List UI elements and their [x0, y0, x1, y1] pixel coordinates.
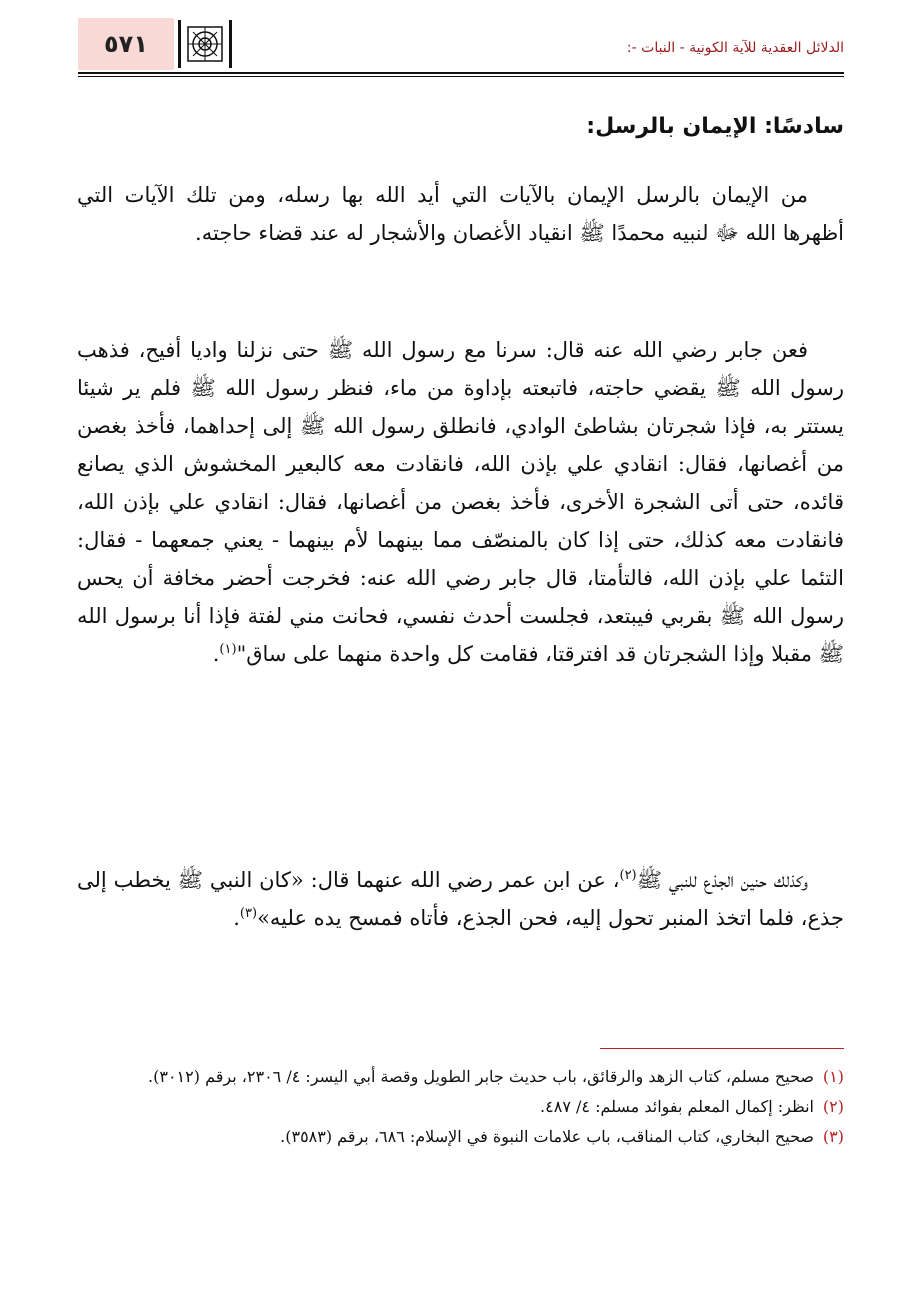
paragraph-2-end: . — [212, 642, 220, 666]
header-rule — [78, 72, 844, 74]
footnote — [77, 1122, 844, 1152]
page-header — [78, 18, 844, 70]
footnote-ref-2: (٢) — [619, 868, 637, 883]
footnote-separator — [600, 1048, 844, 1049]
footnote-number: (٣) — [822, 1127, 844, 1146]
ornament-icon — [178, 20, 232, 68]
footnotes — [77, 1062, 844, 1152]
paragraph-3-cont: ، عن ابن عمر رضي الله عنهما قال: «كان النبي ﷺ يخطب إلى جذع، فلما اتخذ المنبر تحول إليه، فحن الجذع، فأتاه فمسح يده عليه» — [77, 868, 844, 930]
footnote-ref-3: (٣) — [239, 906, 258, 921]
running-title: الدلائل العقدية للآية الكونية - النبات -: — [626, 40, 844, 56]
paragraph-1: من الإيمان بالرسل الإيمان بالآيات التي أيد الله بها رسله، ومن تلك الآيات التي أظهرها الله ﷻ لنبيه محمدًا ﷺ انقياد الأغصان والأشجار له عند قضاء حاجته. — [77, 183, 844, 245]
paragraph-3 — [77, 861, 844, 937]
footnote-text: صحيح البخاري، كتاب المناقب، باب علامات النبوة في الإسلام: ٦٨٦، برقم (٣٥٨٣). — [280, 1127, 814, 1146]
footnote — [77, 1092, 844, 1122]
section-heading: سادسًا: الإيمان بالرسل: — [586, 114, 844, 139]
paragraph-3-text: وكذلك حنين الجذع للنبي ﷺ — [636, 868, 808, 892]
page-number: ٥٧١ — [78, 18, 174, 70]
footnote — [77, 1062, 844, 1092]
footnote-text: انظر: إكمال المعلم بفوائد مسلم: ٤/ ٤٨٧. — [540, 1097, 814, 1116]
footnote-ref-1: (١) — [219, 642, 237, 657]
footnote-text: صحيح مسلم، كتاب الزهد والرقائق، باب حديث جابر الطويل وقصة أبي اليسر: ٤/ ٢٣٠٦، برقم (٣٠١٢). — [148, 1067, 814, 1086]
paragraph-2 — [77, 331, 844, 673]
paragraph-2-text: فعن جابر رضي الله عنه قال: سرنا مع رسول الله ﷺ حتى نزلنا واديا أفيح، فذهب رسول الله ﷺ يقضي حاجته، فاتبعته بإداوة من ماء، فنظر رسول الله ﷺ فلم ير شيئا يستتر به، فإذا شجرتان بشاطئ الوادي، فانطلق رسول الله ﷺ إلى إحداهما، فأخذ بغصن من أغصانها، فقال: انقادي علي بإذن الله، فانقادت معه كالبعير المخشوش الذي يصانع قائده، حتى أتى الشجرة الأخرى، فأخذ بغصن من أغصانها، فقال: انقادي علي بإذن الله، فانقادت معه كذلك، حتى إذا كان بالمنصّف مما بينهما لأم بينهما - يعني جمعهما - فقال: التئما علي بإذن الله، فالتأمتا، قال جابر رضي الله عنه: فخرجت أحضر مخافة أن يحس رسول الله ﷺ بقربي فيبتعد، فجلست أحدث نفسي، فحانت مني لفتة فإذا أنا برسول الله ﷺ مقبلا وإذا الشجرتان قد افترقتا، فقامت كل واحدة منهما على ساق" — [77, 338, 844, 666]
footnote-number: (٢) — [822, 1097, 844, 1116]
footnote-number: (١) — [822, 1067, 844, 1086]
paragraph-3-end: . — [233, 906, 240, 930]
header-rule-thin — [78, 76, 844, 77]
